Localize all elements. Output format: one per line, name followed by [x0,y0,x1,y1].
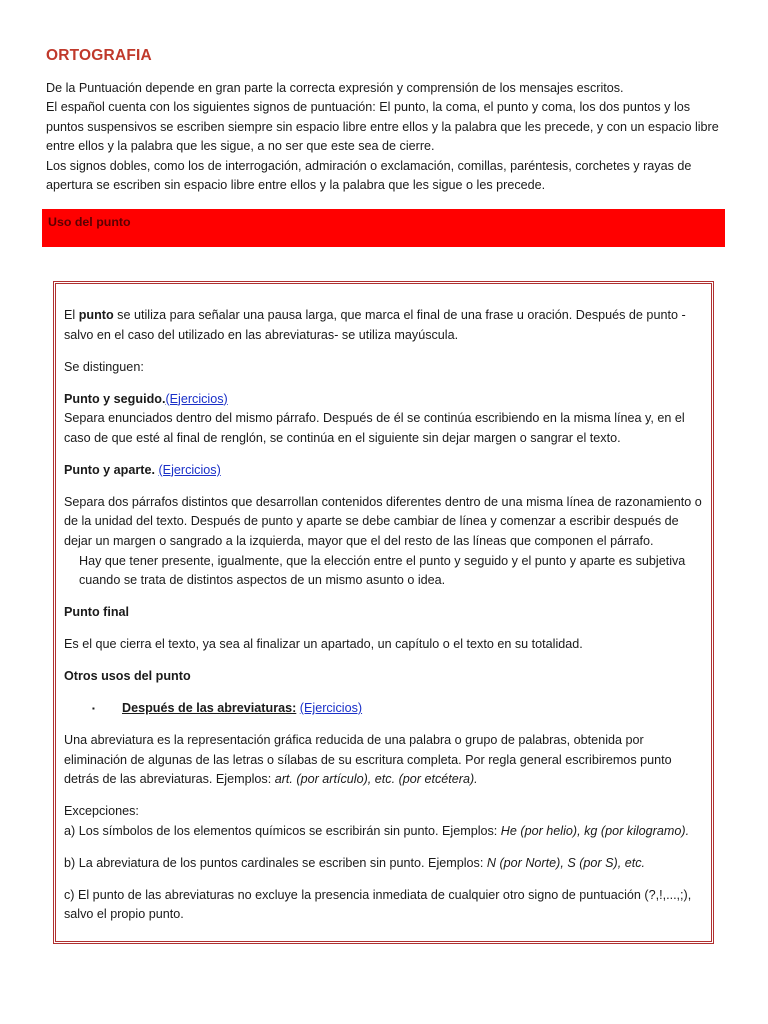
ejercicios-link-aparte[interactable]: (Ejercicios) [158,462,221,477]
distinguen-text: Se distinguen: [64,359,144,374]
banner-title: Uso del punto [48,215,131,229]
intro-paragraph: Los signos dobles, como los de interrogación, admiración o exclamación, comillas, paréntesis, corchetes y rayas de apertura se escriben sin espacio libre entre ellos y la palabra que les sigue o les precede. [46,158,692,193]
bullet-icon: ▪ [92,704,95,714]
excepcion-c: c) El punto de las abreviaturas no excluye la presencia inmediata de cualquier otro signo de puntuación (?,!,...,;), salvo el propio punto. [64,887,692,922]
punto-aparte-heading: Punto y aparte. (Ejercicios) [64,462,221,477]
intro-paragraph: De la Puntuación depende en gran parte la correcta expresión y comprensión de los mensajes escritos. [46,81,624,95]
section-banner [42,209,725,247]
page-title: ORTOGRAFIA [46,47,152,64]
list-item [64,699,704,719]
punto-final-text: Es el que cierra el texto, ya sea al finalizar un apartado, un capítulo o el texto en su totalidad. [64,637,583,652]
content-box [53,281,714,944]
excepcion-b: b) La abreviatura de los puntos cardinales se escriben sin punto. Ejemplos: N (por Norte), S (por S), etc. [64,855,646,870]
ejercicios-link-seguido[interactable]: (Ejercicios) [165,391,228,406]
intro-paragraph: El español cuenta con los siguientes signos de puntuación: El punto, la coma, el punto y coma, los dos puntos y los puntos suspensivos se escriben siempre sin espacio libre entre ellos y la palabra que les precede, y con un espacio libre entre ellos y la palabra que les sigue, a no ser que este sea de cierre. [46,100,719,154]
ejercicios-link-abreviaturas[interactable]: (Ejercicios) [299,701,363,716]
punto-aparte-text: Separa dos párrafos distintos que desarrollan contenidos diferentes dentro de una misma línea de razonamiento o de la unidad del texto. Después de punto y aparte se debe cambiar de línea y comenzar a escribir después de dejar un margen o sangrado a la izquierda, mayor que el del resto de las líneas que componen el párrafo. [64,494,702,548]
punto-final-heading: Punto final [64,605,130,620]
excepciones-label: Excepciones: [64,804,139,819]
punto-seguido-text: Separa enunciados dentro del mismo párrafo. Después de él se continúa escribiendo en la misma línea y, en el caso de que esté al final de renglón, se continúa en el siguiente sin dejar margen o sangrar el texto. [64,411,685,445]
abreviaturas-heading: Después de las abreviaturas: [122,701,297,716]
punto-bold: punto [78,308,114,322]
punto-seguido-heading: Punto y seguido.(Ejercicios) [64,391,228,406]
punto-definition: El punto se utiliza para señalar una pausa larga, que marca el final de una frase u oración. Después de punto -salvo en el caso del utilizado en las abreviaturas- se utiliza mayúscula. [64,308,686,342]
intro-section [46,79,726,195]
punto-aparte-text-2: Hay que tener presente, igualmente, que la elección entre el punto y seguido y el punto y aparte es subjetiva cuando se trata de distintos aspectos de un mismo asunto o idea. [79,553,686,588]
excepcion-a: a) Los símbolos de los elementos químicos se escribirán sin punto. Ejemplos: He (por helio), kg (por kilogramo). [64,823,690,838]
abreviaturas-text: Una abreviatura es la representación gráfica reducida de una palabra o grupo de palabras, obtenida por eliminación de algunas de las letras o sílabas de su escritura completa. Por regla general escribiremos punto detrás de las abreviaturas. Ejemplos: art. (por artículo), etc. (por etcétera). [64,733,672,787]
otros-usos-heading: Otros usos del punto [64,669,191,684]
